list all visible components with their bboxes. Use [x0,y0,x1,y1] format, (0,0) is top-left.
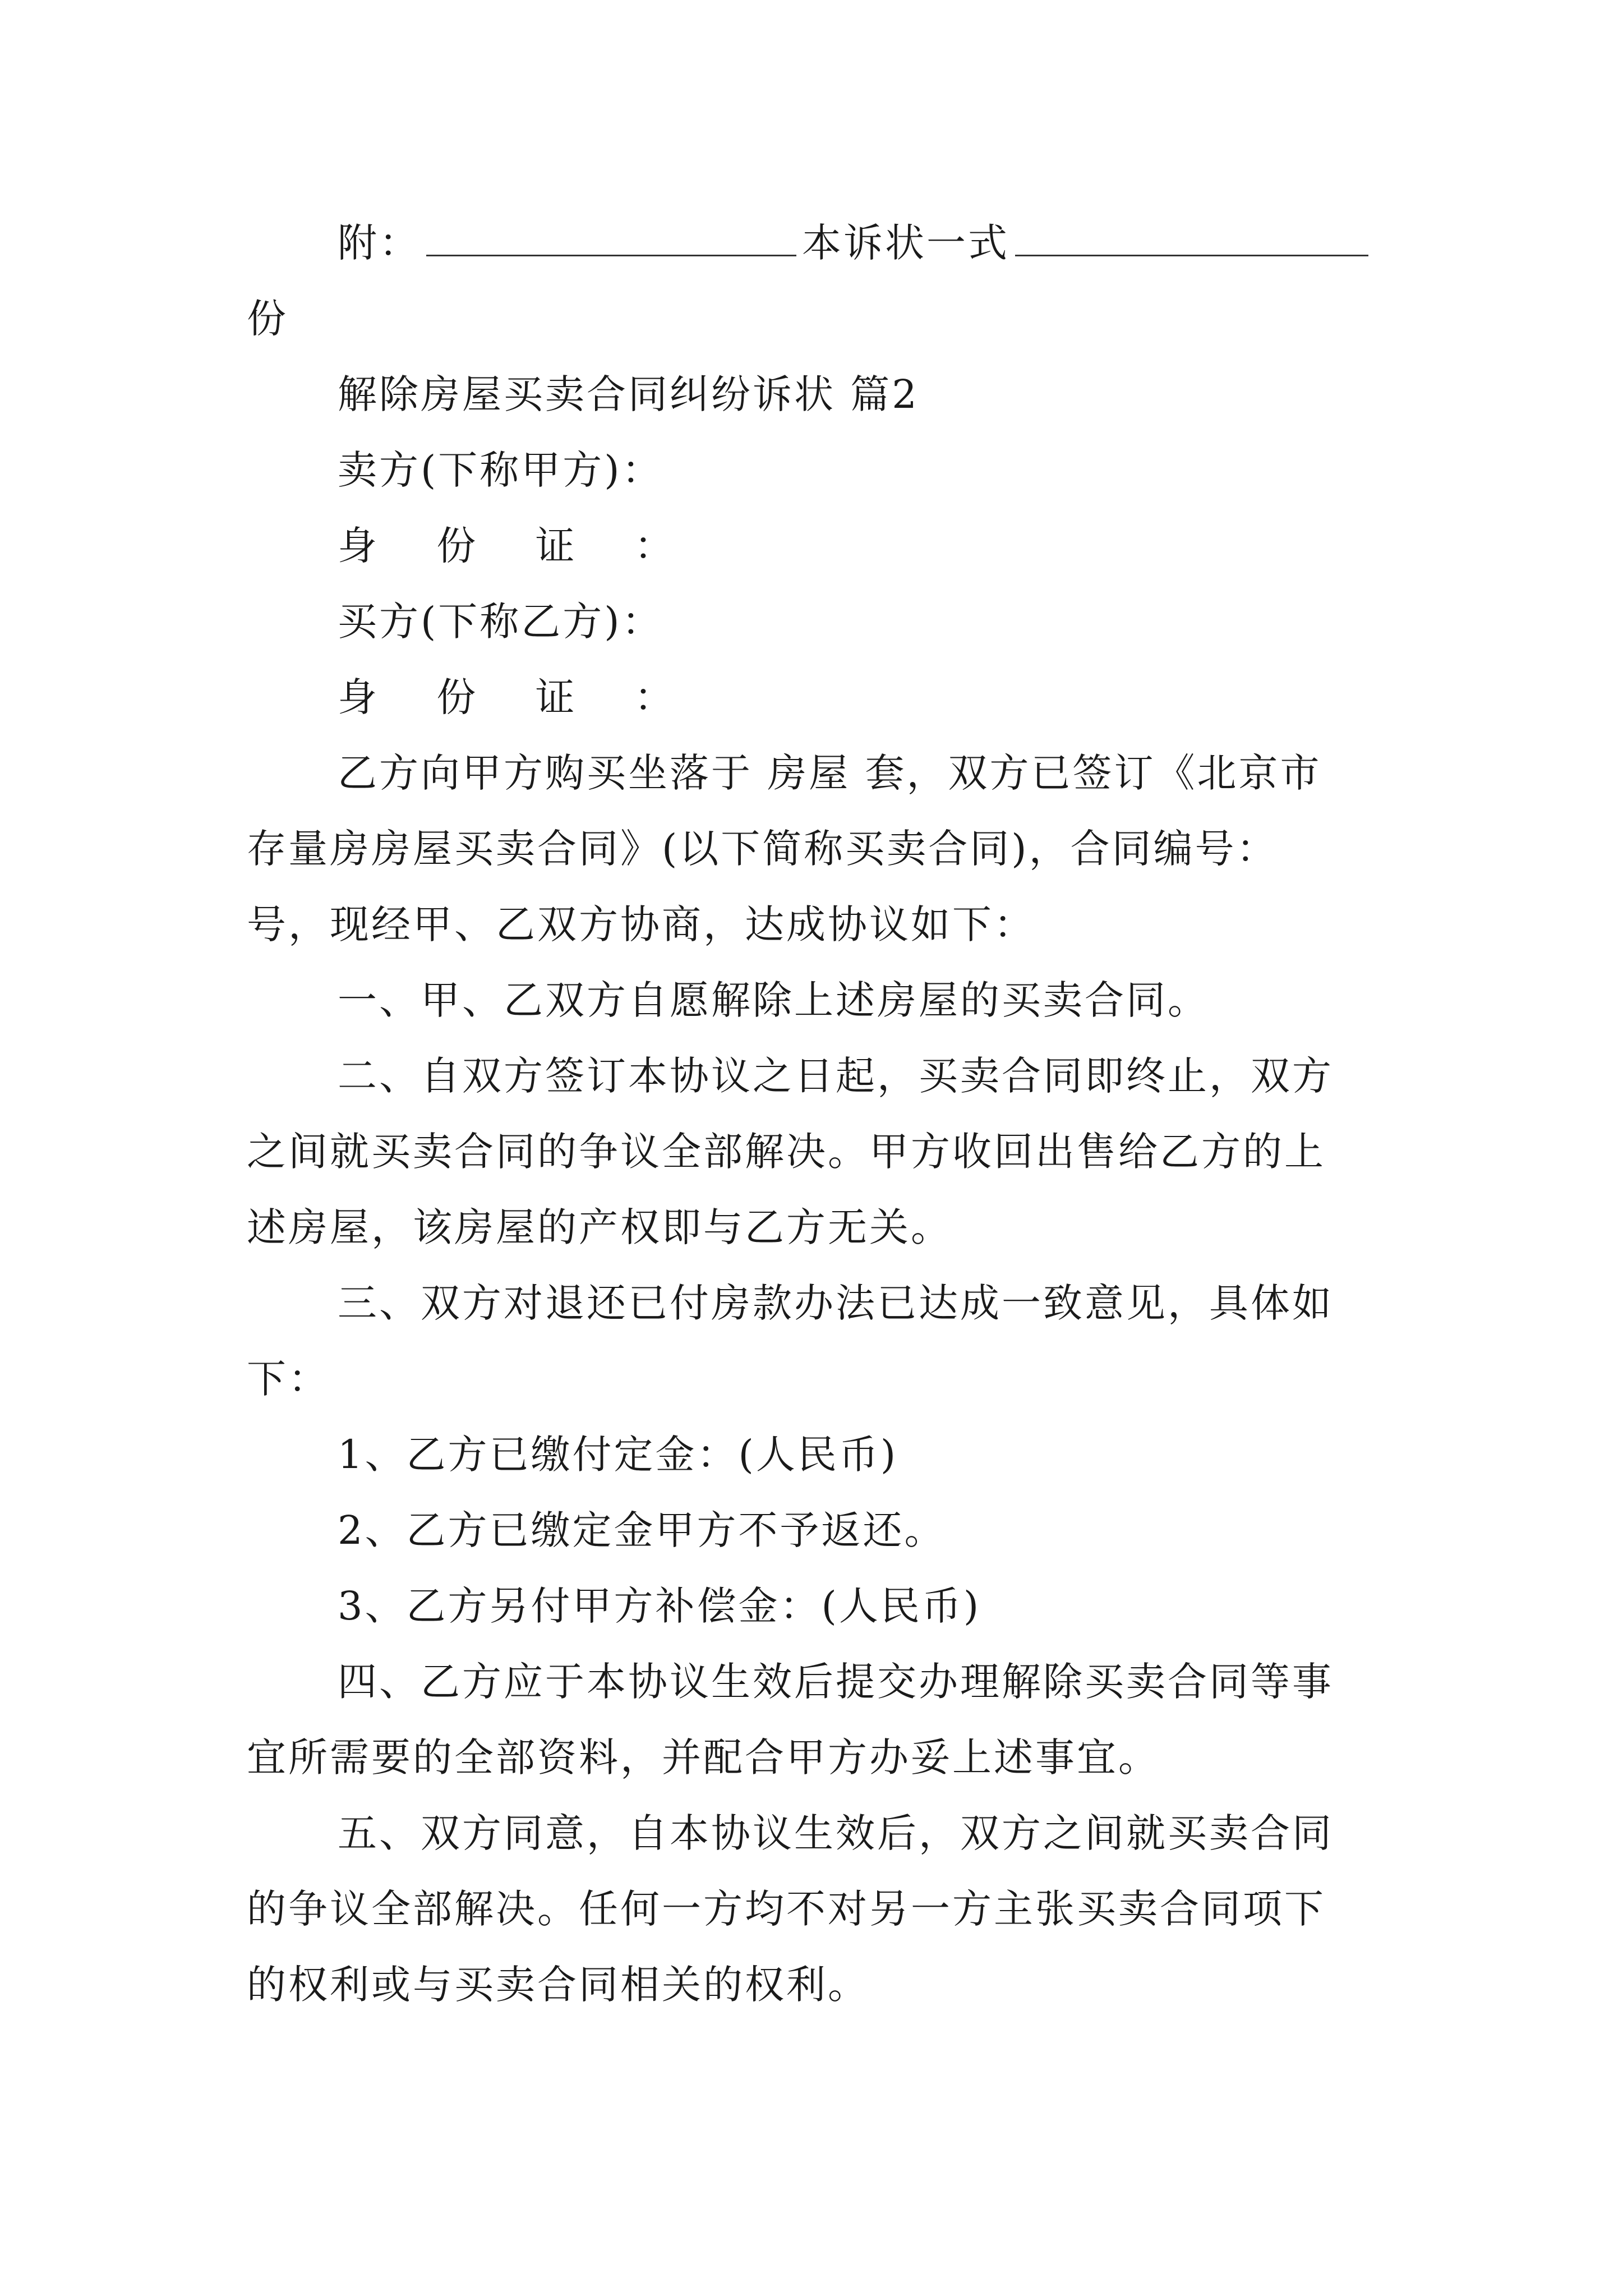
seller-id-line: 身 份 证 ： [338,523,697,569]
list-item: 1、乙方已缴付定金：(人民币) [338,1432,898,1478]
clause-1: 一、甲、乙双方自愿解除上述房屋的买卖合同。 [338,977,1209,1023]
section-heading: 解除房屋买卖合同纠纷诉状 篇2 [338,371,919,417]
attachment-prefix: 附： [338,220,421,266]
clause-5-line-1: 五、双方同意，自本协议生效后，双方之间就买卖合同 [338,1810,1334,1856]
attachment-middle: 本诉状一式 [802,220,1009,266]
blank-field-2 [1015,221,1368,256]
list-item: 2、乙方已缴定金甲方不予返还。 [338,1507,946,1553]
intro-line-1: 乙方向甲方购买坐落于 房屋 套，双方已签订《北京市 [338,750,1322,796]
blank-field-1 [426,221,796,256]
clause-3-line-1: 三、双方对退还已付房款办法已达成一致意见，具体如 [338,1280,1334,1326]
list-item: 3、乙方另付甲方补偿金：(人民币) [338,1583,981,1629]
attachment-suffix: 份 [247,296,288,342]
clause-4-line-1: 四、乙方应于本协议生效后提交办理解除买卖合同等事 [338,1659,1334,1705]
clause-3-line-2: 下： [247,1356,330,1402]
buyer-id-line: 身 份 证 ： [338,674,697,720]
clause-4-line-2: 宜所需要的全部资料，并配合甲方办妥上述事宜。 [247,1734,1160,1780]
seller-line: 卖方(下称甲方)： [338,447,663,493]
clause-2-line-3: 述房屋，该房屋的产权即与乙方无关。 [247,1204,952,1250]
buyer-line: 买方(下称乙方)： [338,599,663,645]
clause-5-line-2: 的争议全部解决。任何一方均不对另一方主张买卖合同项下 [247,1886,1326,1932]
intro-line-2: 存量房房屋买卖合同》(以下简称买卖合同)，合同编号： [247,826,1278,872]
clause-5-line-3: 的权利或与买卖合同相关的权利。 [247,1962,869,2008]
clause-2-line-1: 二、自双方签订本协议之日起，买卖合同即终止，双方 [338,1053,1334,1099]
intro-line-3: 号，现经甲、乙双方协商，达成协议如下： [247,901,1035,947]
attachment-line [338,216,1482,270]
clause-2-line-2: 之间就买卖合同的争议全部解决。甲方收回出售给乙方的上 [247,1129,1326,1175]
